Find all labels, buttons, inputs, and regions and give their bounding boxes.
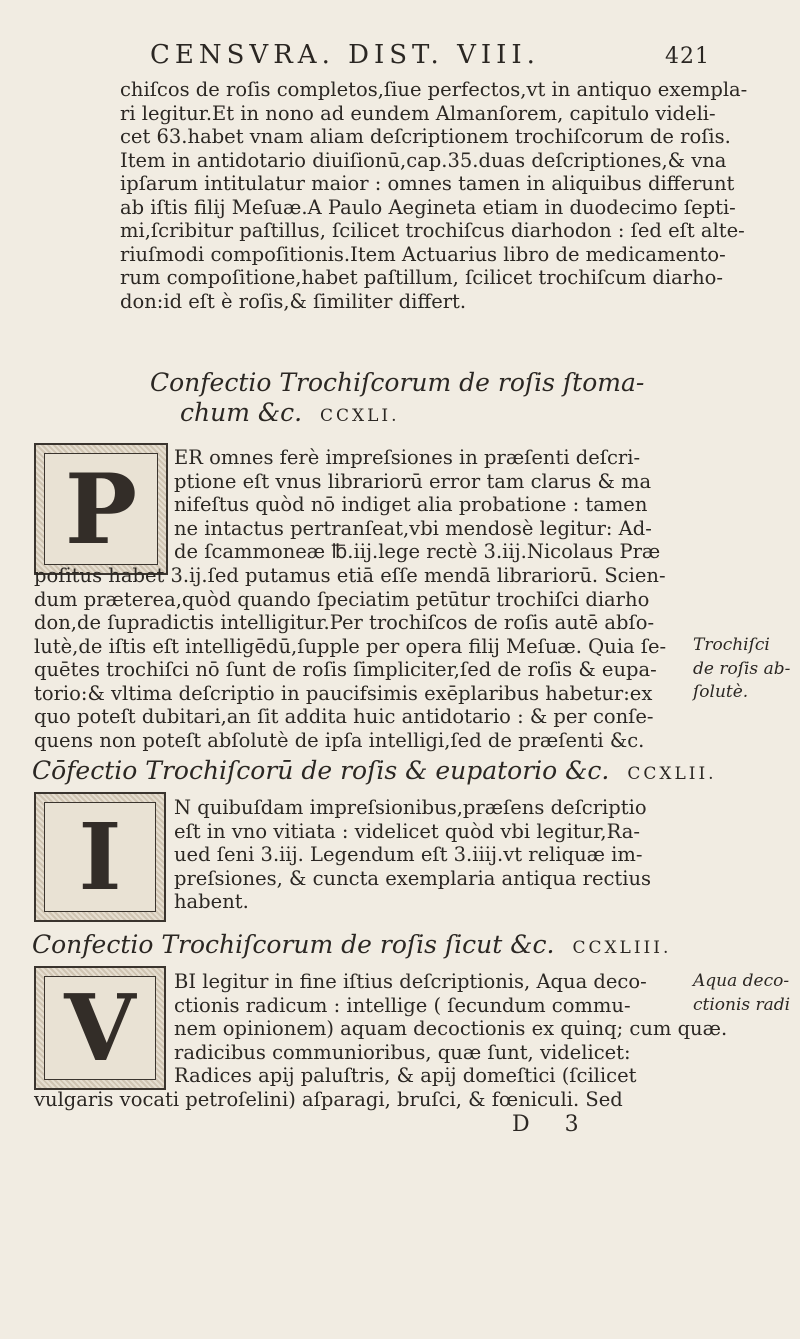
running-title: CENSVRA. DIST. VIII. [150, 40, 540, 70]
initial-letter: P [64, 452, 138, 566]
section-heading-ccxliii [32, 930, 671, 959]
paragraph-opening [120, 78, 747, 313]
text-line: radicibus communioribus, quæ ſunt, videlicet: [174, 1040, 631, 1064]
section-number: CCXLI. [320, 406, 400, 426]
heading-text: chum &c. [180, 398, 303, 427]
margin-line: Aqua deco- [693, 971, 790, 991]
heading-text: Confectio Trochiſcorum de roſis ſicut &c. [32, 930, 555, 959]
decorated-initial [34, 443, 168, 575]
text-line: preſsiones, & cuncta exemplaria antiqua rectius [174, 866, 652, 890]
page-header [150, 40, 710, 76]
text-line: ab iſtis filij Meſuæ.A Paulo Aegineta etiam in duodecimo ſepti- [120, 195, 736, 219]
initial-letter: V [64, 974, 136, 1082]
heading-text: Confectio Trochiſcorum de roſis ſtoma- [150, 368, 645, 397]
text-line: N quibuſdam impreſsionibus,præſens deſcriptio [174, 796, 647, 819]
paragraph-ccxli-body [34, 564, 666, 752]
margin-line: Trochiſci [693, 635, 770, 655]
text-line: BI legitur in fine iſtius deſcriptionis, Aqua deco- [174, 970, 647, 993]
section-number: CCXLIII. [572, 938, 672, 958]
text-line: Item in antidotario diuiſionū,cap.35.duas deſcriptiones,& vna [120, 148, 727, 172]
text-line: quo poteſt dubitari,an ſit addita huic antidotario : & per conſe- [34, 705, 654, 728]
paragraph-ccxlii [174, 796, 651, 914]
text-line: poſitus habet 3.ij.ſed putamus etiā eſſe mendā librariorū. Scien- [34, 564, 666, 587]
text-line: ued ſeni 3.iij. Legendum eſt 3.iiij.vt reliquæ im- [174, 843, 643, 866]
paragraph-ccxli-beside-initial [174, 446, 660, 564]
section-heading-ccxli-line2 [180, 398, 400, 427]
text-line: quens non poteſt abſolutè de ipſa intelligi,ſed de præſenti &c. [34, 728, 645, 752]
decorated-initial [34, 792, 166, 922]
heading-text: Cōfectio Trochiſcorū de roſis & eupatorio &c. [32, 756, 610, 785]
text-line: ctionis radicum : intellige ( ſecundum commu- [174, 993, 631, 1017]
text-line: don:id eſt è roſis,& ſimiliter differt. [120, 289, 467, 313]
signature-mark: D 3 [512, 1112, 593, 1137]
text-line: vulgaris vocati petroſelini) aſparagi, bruſci, & fœniculi. Sed [34, 1088, 623, 1111]
text-line: cet 63.habet vnam aliam deſcriptionem trochiſcorum de roſis. [120, 125, 731, 148]
text-line: lutè,de iſtis eſt intelligēdū,ſupple per opera filij Meſuæ. Quia ſe- [34, 634, 667, 658]
paragraph-ccxliii-body [34, 1088, 623, 1112]
text-line: ptione eſt vnus librariorū error tam clarus & ma [174, 469, 652, 493]
text-line: riuſmodi compoſitionis.Item Actuarius libro de medicamento- [120, 242, 726, 266]
text-line: chiſcos de roſis completos,ſiue perfectos,vt in antiquo exempla- [120, 78, 748, 101]
text-line: ne intactus pertranſeat,vbi mendosè legitur: Ad- [174, 516, 652, 540]
text-line: quētes trochiſci nō ſunt de roſis ſimpliciter,ſed de roſis & eupa- [34, 658, 657, 681]
text-line: ipſarum intitulatur maior : omnes tamen in aliquibus differunt [120, 172, 735, 195]
text-line: ri legitur.Et in nono ad eundem Almanſorem, capitulo videli- [120, 101, 716, 125]
margin-line: de roſis ab- [693, 658, 791, 679]
margin-note-aqua [693, 970, 790, 1017]
margin-line: ſolutè. [693, 682, 749, 702]
text-line: Radices apij paluſtris, & apij domeſtici (ſcilicet [174, 1064, 637, 1087]
margin-line: ctionis radi [693, 994, 791, 1015]
paragraph-ccxliii-beside-initial [174, 970, 727, 1088]
text-line: eſt in vno vitiata : videlicet quòd vbi legitur,Ra- [174, 819, 640, 843]
initial-letter: I [78, 803, 122, 911]
text-line: habent. [174, 890, 249, 913]
text-line: dum præterea,quòd quando ſpeciatim petūtur trochiſci diarho [34, 587, 650, 611]
text-line: rum compoſitione,habet paſtillum, ſcilicet trochiſcum diarho- [120, 266, 723, 289]
text-line: ER omnes ferè impreſsiones in præſenti deſcri- [174, 446, 641, 469]
section-number: CCXLII. [627, 764, 717, 784]
text-line: torio:& vltima deſcriptio in paucifsimis exēplaribus habetur:ex [34, 681, 653, 705]
text-line: de ſcammoneæ ℔.iij.lege rectè 3.iij.Nicolaus Præ [174, 540, 661, 563]
section-heading-ccxlii [32, 756, 717, 785]
text-line: nem opinionem) aquam decoctionis ex quinq; cum quæ. [174, 1017, 728, 1040]
decorated-initial [34, 966, 166, 1090]
margin-note-trochisci [693, 634, 790, 705]
section-heading-ccxli [150, 368, 644, 397]
text-line: don,de ſupradictis intelligitur.Per trochiſcos de roſis autē abſo- [34, 611, 655, 634]
text-line: mi,ſcribitur paſtillus, ſcilicet trochiſcus diarhodon : ſed eſt alte- [120, 219, 745, 242]
text-line: nifeſtus quòd nō indiget alia probatione : tamen [174, 493, 648, 516]
page-number: 421 [665, 44, 710, 69]
